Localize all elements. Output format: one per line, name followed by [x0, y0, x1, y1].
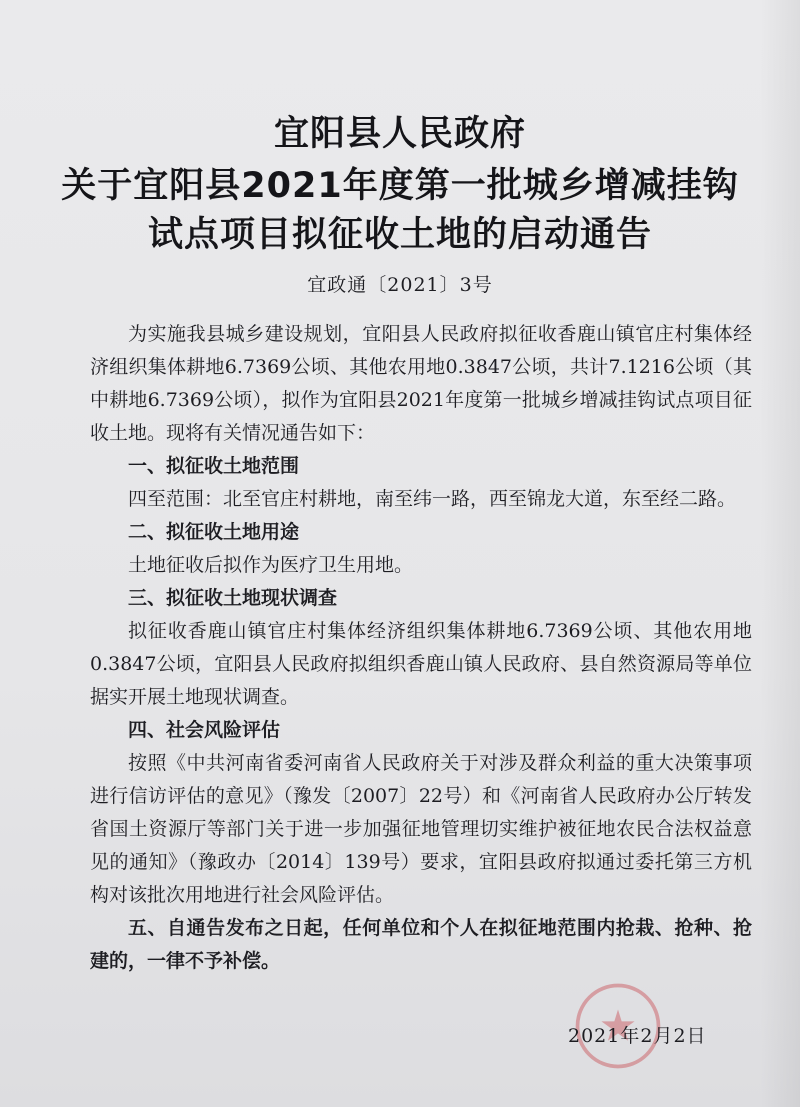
notice-body [90, 318, 752, 978]
section-text-survey: 拟征收香鹿山镇官庄村集体经济组织集体耕地6.7369公顷、其他农用地0.3847公顷，宜阳县人民政府拟组织香鹿山镇人民政府、县自然资源局等单位据实开展土地现状调查。 [90, 620, 752, 708]
document-number: 宜政通〔2021〕3号 [307, 274, 493, 296]
notice-title-line-3: 试点项目拟征收土地的启动通告 [147, 215, 652, 255]
issue-date: 2021年2月2日 [568, 1025, 707, 1047]
section-text-use: 土地征收后拟作为医疗卫生用地。 [128, 554, 414, 576]
section-text-risk: 按照《中共河南省委河南省人民政府关于对涉及群众利益的重大决策事项进行信访评估的意见》（豫发〔2007〕22号）和《河南省人民政府办公厅转发省国土资源厅等部门关于进一步加强征地管理切实维护被征地农民合法权益意见的通知》（豫政办〔2014〕139号）要求，宜阳县政府拟通过委托第三方机构对该批次用地进行社会风险评估。 [90, 752, 752, 906]
section-heading-scope: 一、拟征收土地范围 [128, 455, 300, 477]
notice-title-line-2: 关于宜阳县2021年度第一批城乡增减挂钩 [61, 166, 739, 206]
issuer-title: 宜阳县人民政府 [273, 114, 526, 154]
section-heading-risk: 四、社会风险评估 [128, 719, 281, 741]
section-text-scope: 四至范围：北至官庄村耕地，南至纬一路，西至锦龙大道，东至经二路。 [128, 488, 737, 510]
section-heading-survey: 三、拟征收土地现状调查 [128, 587, 338, 609]
intro-paragraph: 为实施我县城乡建设规划，宜阳县人民政府拟征收香鹿山镇官庄村集体经济组织集体耕地6.7369公顷、其他农用地0.3847公顷，共计7.1216公顷（其中耕地6.7369公顷），拟作为宜阳县2021年度第一批城乡增减挂钩试点项目征收土地。现将有关情况通告如下： [90, 323, 752, 444]
section-heading-use: 二、拟征收土地用途 [128, 521, 300, 543]
closing-statement: 五、自通告发布之日起，任何单位和个人在拟征地范围内抢栽、抢种、抢建的，一律不予补偿。 [90, 917, 752, 972]
